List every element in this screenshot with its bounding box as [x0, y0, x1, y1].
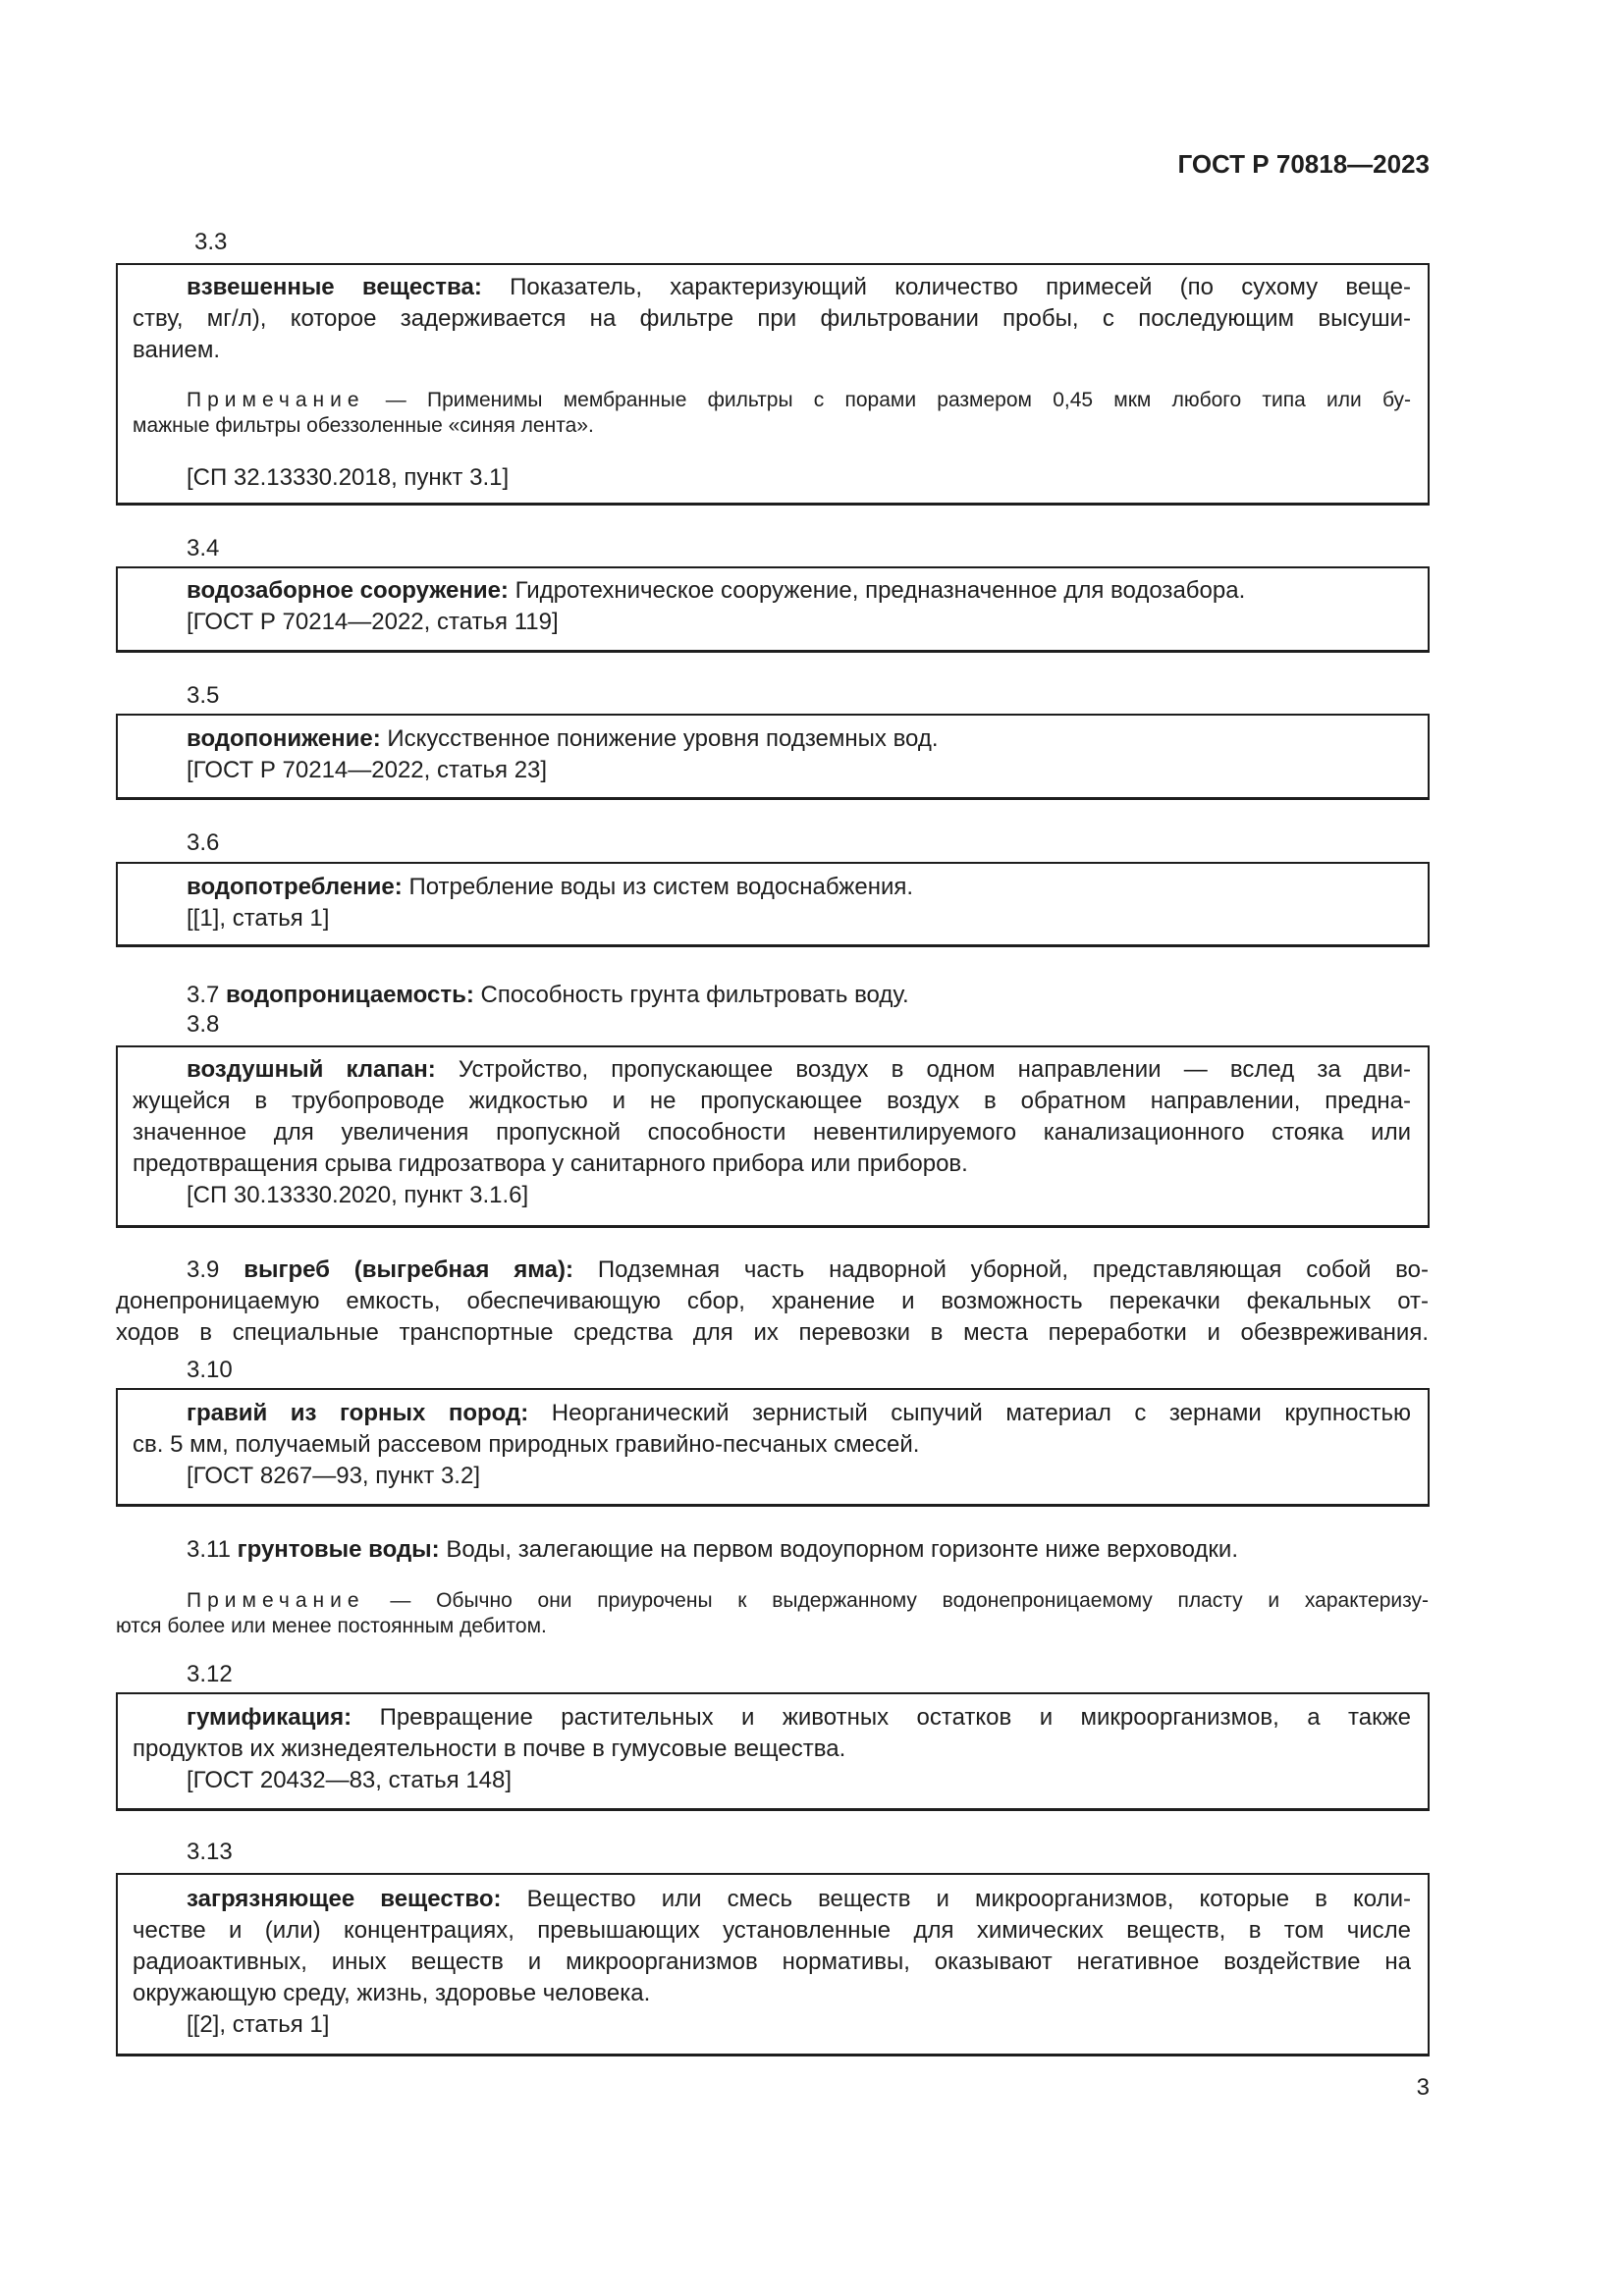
term-definition-box: [116, 862, 1430, 947]
source-reference: [[1], статья 1]: [187, 905, 330, 932]
definition-line: загрязняющее вещество: Вещество или смесь веществ и микроорганизмов, которые в коли-: [187, 1886, 1411, 1912]
note-line: Примечание — Обычно они приурочены к выдержанному водонепроницаемому пласту и характеризу-: [187, 1589, 1429, 1612]
term-definition-box: [116, 714, 1430, 800]
term: водозаборное сооружение:: [187, 577, 509, 604]
term-definition-box: [116, 566, 1430, 653]
term: водопотребление:: [187, 874, 403, 900]
definition-line: ходов в специальные транспортные средства для их перевозки в места переработки и обезвреживания.: [116, 1319, 1429, 1346]
definition-line: гравий из горных пород: Неорганический зернистый сыпучий материал с зернами крупностью: [187, 1400, 1411, 1426]
term-number: 3.12: [187, 1661, 233, 1687]
definition-line: взвешенные вещества: Показатель, характеризующий количество примесей (по сухому веще-: [187, 274, 1411, 300]
term-number: 3.9: [187, 1256, 220, 1283]
note: [133, 388, 1411, 439]
note-line: Примечание — Применимы мембранные фильтры с порами размером 0,45 мкм любого типа или бу-: [187, 389, 1411, 411]
term: гравий из горных пород:: [187, 1400, 529, 1426]
note-line: мажные фильтры обеззоленные «синяя лента».: [133, 414, 594, 437]
definition-line: предотвращения срыва гидрозатвора у санитарного прибора или приборов.: [133, 1150, 968, 1177]
source-reference: [[2], статья 1]: [187, 2011, 330, 2038]
definition-line: радиоактивных, иных веществ и микроорганизмов нормативы, оказывают негативное воздействие на: [133, 1949, 1411, 1975]
document-header-id: ГОСТ Р 70818—2023: [1177, 149, 1430, 179]
note-label: Примечание: [187, 1589, 365, 1612]
term-inline-definition: [116, 980, 1429, 1011]
definition-line: 3.7 водопроницаемость: Способность грунта фильтровать воду.: [187, 982, 909, 1008]
term: грунтовые воды:: [237, 1536, 440, 1563]
term: гумификация:: [187, 1704, 352, 1731]
term: выгреб (выгребная яма):: [244, 1256, 573, 1283]
definition-line: донепроницаемую емкость, обеспечивающую сбор, хранение и возможность перекачки фекальных от-: [116, 1288, 1429, 1314]
definition-line: воздушный клапан: Устройство, пропускающее воздух в одном направлении — вслед за дви-: [187, 1056, 1411, 1083]
definition-line: гумификация: Превращение растительных и животных остатков и микроорганизмов, а также: [187, 1704, 1411, 1731]
definition-line: 3.11 грунтовые воды: Воды, залегающие на первом водоупорном горизонте ниже верховодки.: [187, 1536, 1238, 1563]
definition-line: водозаборное сооружение: Гидротехническое сооружение, предназначенное для водозабора.: [187, 577, 1246, 604]
note-label: Примечание: [187, 389, 365, 411]
term-number: 3.7: [187, 982, 220, 1008]
source-reference: [ГОСТ Р 70214—2022, статья 119]: [187, 609, 559, 635]
page-number: 3: [1416, 2074, 1430, 2101]
definition-line: св. 5 мм, получаемый рассевом природных гравийно-песчаных смесей.: [133, 1431, 920, 1458]
term-number: 3.3: [194, 229, 228, 255]
term-number: 3.10: [187, 1357, 233, 1383]
source-reference: [ГОСТ 8267—93, пункт 3.2]: [187, 1463, 480, 1489]
term: взвешенные вещества:: [187, 274, 482, 300]
term-definition-box: [116, 1388, 1430, 1507]
term: загрязняющее вещество:: [187, 1886, 502, 1912]
definition-line: водопотребление: Потребление воды из систем водоснабжения.: [187, 874, 914, 900]
source-reference: [ГОСТ 20432—83, статья 148]: [187, 1767, 513, 1793]
term-number: 3.11: [187, 1536, 231, 1563]
term: водопроницаемость:: [226, 982, 474, 1008]
term-number: 3.8: [187, 1011, 220, 1038]
definition-line: продуктов их жизнедеятельности в почве в гумусовые вещества.: [133, 1735, 846, 1762]
term-inline-definition: [116, 1534, 1429, 1566]
term-number: 3.4: [187, 535, 220, 561]
source-reference: [СП 30.13330.2020, пункт 3.1.6]: [187, 1182, 529, 1208]
definition-line: жущейся в трубопроводе жидкостью и не пропускающее воздух в обратном направлении, предна-: [133, 1088, 1411, 1114]
source-reference: [СП 32.13330.2018, пункт 3.1]: [187, 464, 510, 491]
note-line: ются более или менее постоянным дебитом.: [116, 1615, 547, 1637]
definition-line: значенное для увеличения пропускной способности невентилируемого канализационного стояка или: [133, 1119, 1411, 1146]
term: воздушный клапан:: [187, 1056, 436, 1083]
definition-line: честве и (или) концентрациях, превышающих установленные для химических веществ, в том числе: [133, 1917, 1411, 1944]
note: [116, 1588, 1429, 1639]
term-number: 3.13: [187, 1839, 233, 1865]
definition-line: ству, мг/л), которое задерживается на фильтре при фильтровании пробы, с последующим высуши-: [133, 305, 1411, 332]
term-number: 3.6: [187, 829, 220, 856]
definition-line: водопонижение: Искусственное понижение уровня подземных вод.: [187, 725, 939, 752]
definition-line: 3.9 выгреб (выгребная яма): Подземная часть надворной уборной, представляющая собой во-: [187, 1256, 1430, 1283]
definition-line: ванием.: [133, 337, 221, 363]
term-definition-box: [116, 263, 1430, 506]
term: водопонижение:: [187, 725, 381, 752]
term-definition-box: [116, 1873, 1430, 2056]
term-definition-box: [116, 1692, 1430, 1811]
source-reference: [ГОСТ Р 70214—2022, статья 23]: [187, 757, 548, 783]
term-number: 3.5: [187, 682, 220, 709]
definition-line: окружающую среду, жизнь, здоровье человека.: [133, 1980, 651, 2006]
term-inline-definition: [116, 1255, 1429, 1349]
term-definition-box: [116, 1045, 1430, 1228]
